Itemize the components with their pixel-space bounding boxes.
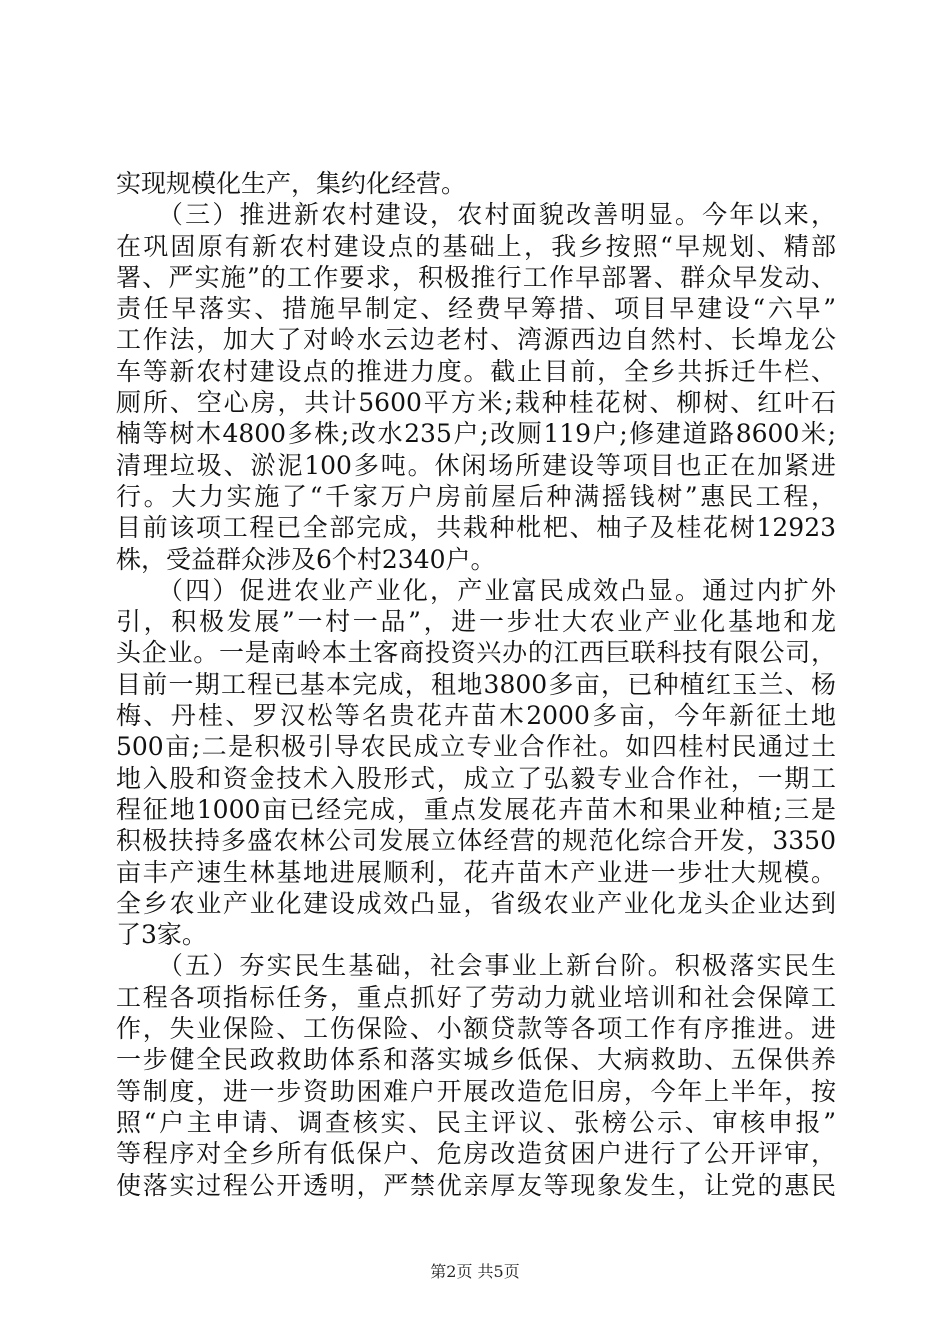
document-body xyxy=(116,168,836,1201)
text-line: 全乡农业产业化建设成效凸显，省级农业产业化龙头企业达到 xyxy=(116,888,836,918)
text-line: 等制度，进一步资助困难户开展改造危旧房，今年上半年，按 xyxy=(116,1076,836,1106)
text-line: 厕所、空心房，共计5600平方米;栽种桂花树、柳树、红叶石 xyxy=(116,388,836,418)
text-line: 车等新农村建设点的推进力度。截止目前，全乡共拆迁牛栏、 xyxy=(116,356,836,386)
text-line: 等程序对全乡所有低保户、危房改造贫困户进行了公开评审， xyxy=(116,1139,836,1169)
text-line: 一步健全民政救助体系和落实城乡低保、大病救助、五保供养 xyxy=(116,1045,836,1075)
text-line: 了3家。 xyxy=(116,920,207,950)
text-line: 引，积极发展”一村一品”，进一步壮大农业产业化基地和龙 xyxy=(116,607,836,637)
text-line: （五）夯实民生基础，社会事业上新台阶。积极落实民生 xyxy=(116,951,836,981)
text-line: 工程各项指标任务，重点抓好了劳动力就业培训和社会保障工 xyxy=(116,982,836,1012)
text-line: 头企业。一是南岭本土客商投资兴办的江西巨联科技有限公司， xyxy=(116,638,836,668)
text-line: （三）推进新农村建设，农村面貌改善明显。今年以来， xyxy=(116,200,836,230)
text-line: 工作法，加大了对岭水云边老村、湾源西边自然村、长埠龙公 xyxy=(116,325,836,355)
text-line: 500亩;二是积极引导农民成立专业合作社。如四桂村民通过土 xyxy=(116,732,836,762)
page-footer: 第2页 共5页 xyxy=(430,1262,520,1281)
text-line: 梅、丹桂、罗汉松等名贵花卉苗木2000多亩，今年新征土地 xyxy=(116,701,836,731)
text-line: 目前一期工程已基本完成，租地3800多亩，已种植红玉兰、杨 xyxy=(116,669,836,699)
text-line: 使落实过程公开透明，严禁优亲厚友等现象发生，让党的惠民 xyxy=(116,1170,836,1200)
text-line: 清理垃圾、淤泥100多吨。休闲场所建设等项目也正在加紧进 xyxy=(116,450,836,480)
text-line: 地入股和资金技术入股形式，成立了弘毅专业合作社，一期工 xyxy=(116,763,836,793)
text-line: 责任早落实、措施早制定、经费早筹措、项目早建设“六早” xyxy=(116,294,836,324)
text-line: 积极扶持多盛农林公司发展立体经营的规范化综合开发，3350 xyxy=(116,826,836,856)
text-line: 实现规模化生产，集约化经营。 xyxy=(116,169,467,198)
text-line: 在巩固原有新农村建设点的基础上，我乡按照“早规划、精部 xyxy=(116,231,836,261)
text-line: 行。大力实施了“千家万户房前屋后种满摇钱树”惠民工程， xyxy=(116,481,836,511)
text-line: 照“户主申请、调查核实、民主评议、张榜公示、审核申报” xyxy=(116,1107,836,1137)
text-line: 目前该项工程已全部完成，共栽种枇杷、柚子及桂花树12923 xyxy=(116,513,836,543)
text-line: 亩丰产速生林基地进展顺利，花卉苗木产业进一步壮大规模。 xyxy=(116,857,836,887)
text-line: 程征地1000亩已经完成，重点发展花卉苗木和果业种植;三是 xyxy=(116,794,836,824)
text-line: 楠等树木4800多株;改水235户;改厕119户;修建道路8600米; xyxy=(116,419,836,449)
text-line: 署、严实施”的工作要求，积极推行工作早部署、群众早发动、 xyxy=(116,262,836,292)
text-line: 作，失业保险、工伤保险、小额贷款等各项工作有序推进。进 xyxy=(116,1014,836,1044)
text-line: （四）促进农业产业化，产业富民成效凸显。通过内扩外 xyxy=(116,575,836,605)
text-line: 株，受益群众涉及6个村2340户。 xyxy=(116,544,496,574)
